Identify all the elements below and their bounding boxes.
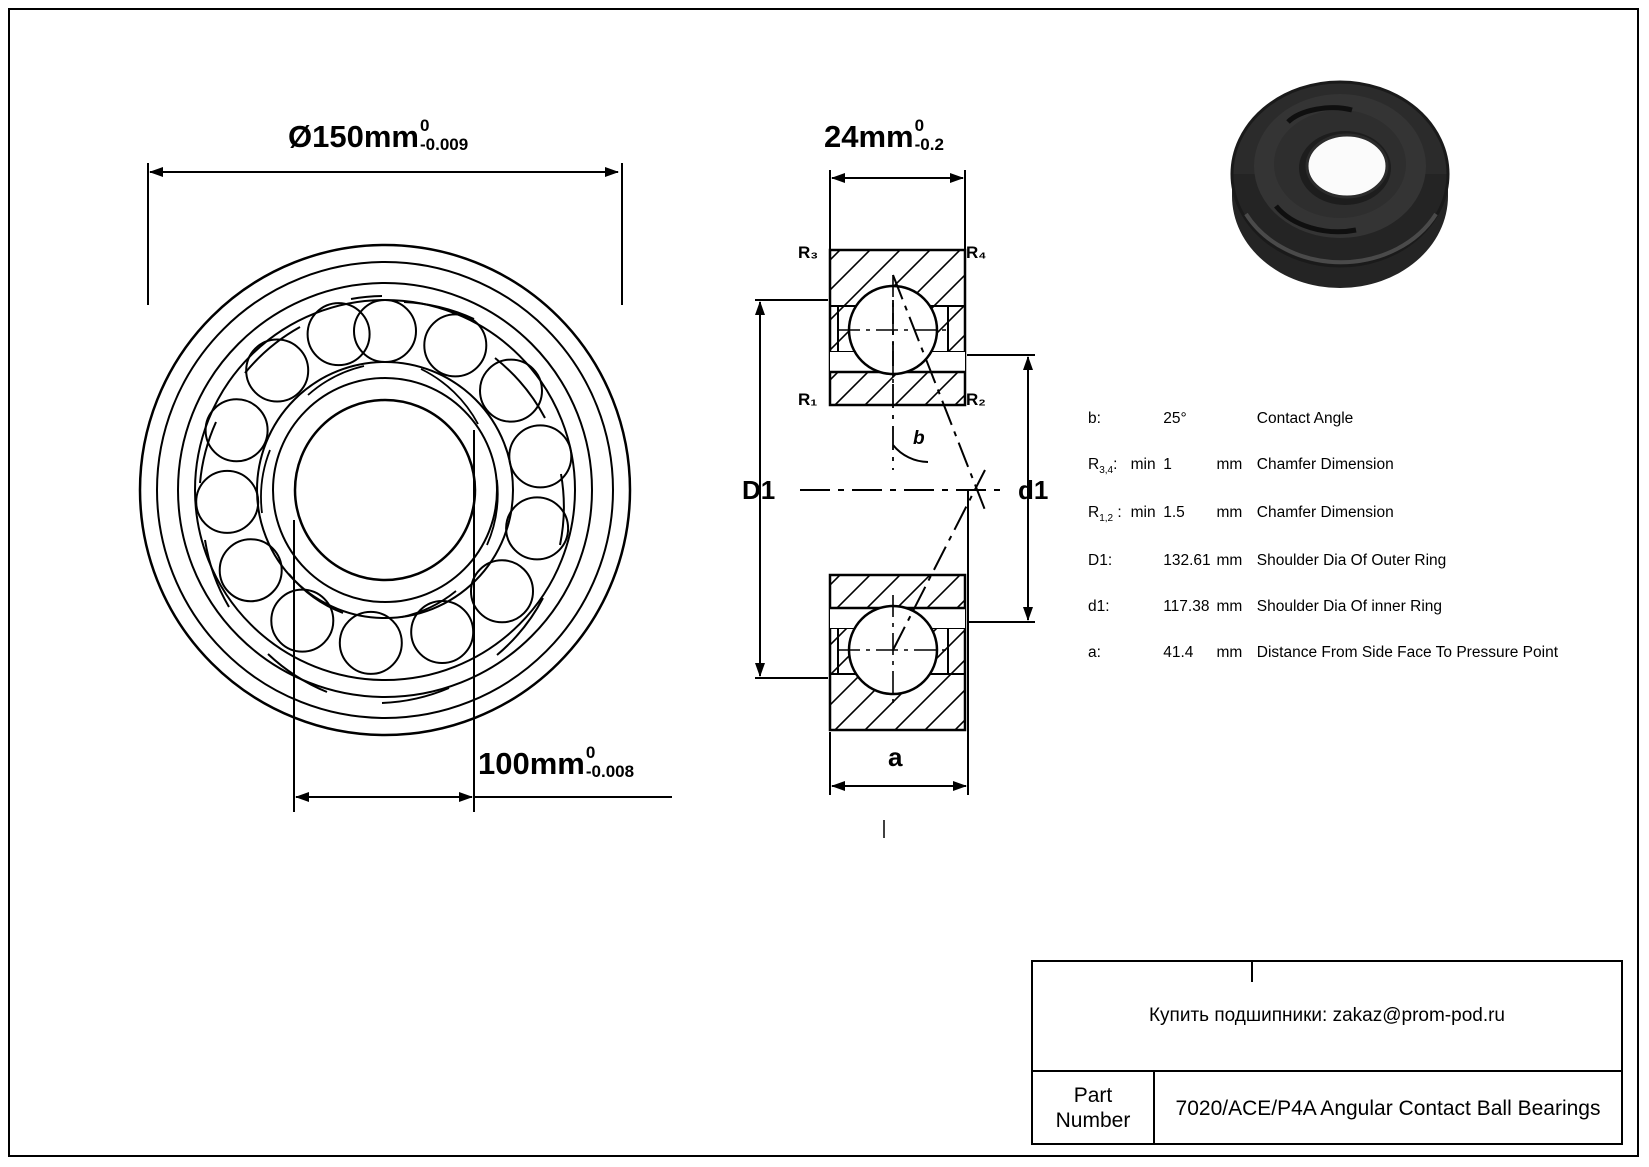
spec-min: min <box>1130 456 1156 473</box>
spec-value: 41.4 <box>1163 644 1194 662</box>
width-value-text: 24mm <box>824 118 914 154</box>
spec-value: 25° <box>1163 410 1187 427</box>
table-row <box>1088 504 1558 552</box>
spec-symbol: $R_{1,2}$ : <box>1088 504 1122 525</box>
spec-min <box>1131 552 1164 598</box>
width-tol-upper: 0 <box>914 116 925 135</box>
width-dimension-label <box>824 118 944 155</box>
spec-unit: mm <box>1216 504 1243 522</box>
spec-description: Contact Angle <box>1256 410 1354 427</box>
part-number-value: 7020/ACE/P4A Angular Contact Ball Bearings <box>1175 1096 1601 1120</box>
bore-tol-lower: -0.008 <box>585 761 635 781</box>
spec-unit <box>1216 410 1256 456</box>
width-tol-lower: -0.2 <box>914 134 944 154</box>
spec-min <box>1131 644 1164 690</box>
spec-table-body <box>1088 410 1558 690</box>
spec-symbol: a: <box>1088 644 1101 662</box>
distance-label: a <box>888 742 903 772</box>
contact-email-text: Купить подшипники: zakaz@prom-pod.ru <box>1148 1005 1506 1026</box>
spec-min: min <box>1130 504 1156 522</box>
spec-value: 132.61 <box>1163 552 1211 570</box>
title-block <box>1031 960 1623 1145</box>
part-number-label <box>1033 1072 1155 1145</box>
spec-unit: mm <box>1216 456 1243 473</box>
title-block-tick <box>1251 962 1253 982</box>
spec-description: Distance From Side Face To Pressure Point <box>1256 644 1558 662</box>
shoulder-outer-label: D1 <box>742 475 776 505</box>
table-row <box>1088 410 1558 456</box>
contact-angle-label: b <box>913 428 925 449</box>
spec-symbol: $R_{3,4}$: <box>1088 456 1118 477</box>
od-tol-upper: 0 <box>419 116 430 135</box>
chamfer-label-r4: R₄ <box>966 243 987 262</box>
bore-dimension-label <box>478 745 634 782</box>
bore-value-text: 100mm <box>478 745 585 781</box>
spec-unit: mm <box>1216 552 1243 570</box>
spec-value: 1 <box>1163 456 1172 473</box>
spec-symbol: D1: <box>1088 552 1113 570</box>
table-row <box>1088 644 1558 690</box>
shoulder-inner-label: d1 <box>1018 475 1049 505</box>
table-row <box>1088 552 1558 598</box>
spec-unit: mm <box>1216 598 1243 616</box>
title-block-part-row <box>1033 1072 1621 1145</box>
spec-symbol: d1: <box>1088 598 1110 616</box>
spec-min <box>1131 410 1164 456</box>
bore-tol-upper: 0 <box>585 743 596 762</box>
od-diameter-text: Ø150mm <box>288 118 419 154</box>
chamfer-label-r1: R₁ <box>798 390 818 409</box>
spec-description: Shoulder Dia Of inner Ring <box>1256 598 1443 616</box>
title-block-contact-row <box>1033 962 1621 1072</box>
chamfer-label-r2: R₂ <box>966 390 986 409</box>
part-label-line1: Part <box>1073 1083 1113 1107</box>
chamfer-label-r3: R₃ <box>798 243 819 262</box>
od-dimension-label <box>288 118 468 155</box>
table-row <box>1088 598 1558 644</box>
od-tol-lower: -0.009 <box>419 134 469 154</box>
part-label-line2: Number <box>1055 1108 1131 1132</box>
spec-unit: mm <box>1216 644 1243 662</box>
spec-value: 117.38 <box>1163 598 1210 616</box>
spec-symbol: b: <box>1088 410 1101 427</box>
spec-description: Chamfer Dimension <box>1256 456 1394 473</box>
spec-min <box>1131 598 1164 644</box>
specification-table <box>1088 410 1558 690</box>
spec-description: Shoulder Dia Of Outer Ring <box>1256 552 1447 570</box>
spec-description: Chamfer Dimension <box>1256 504 1394 522</box>
table-row <box>1088 456 1558 504</box>
spec-value: 1.5 <box>1163 504 1185 522</box>
